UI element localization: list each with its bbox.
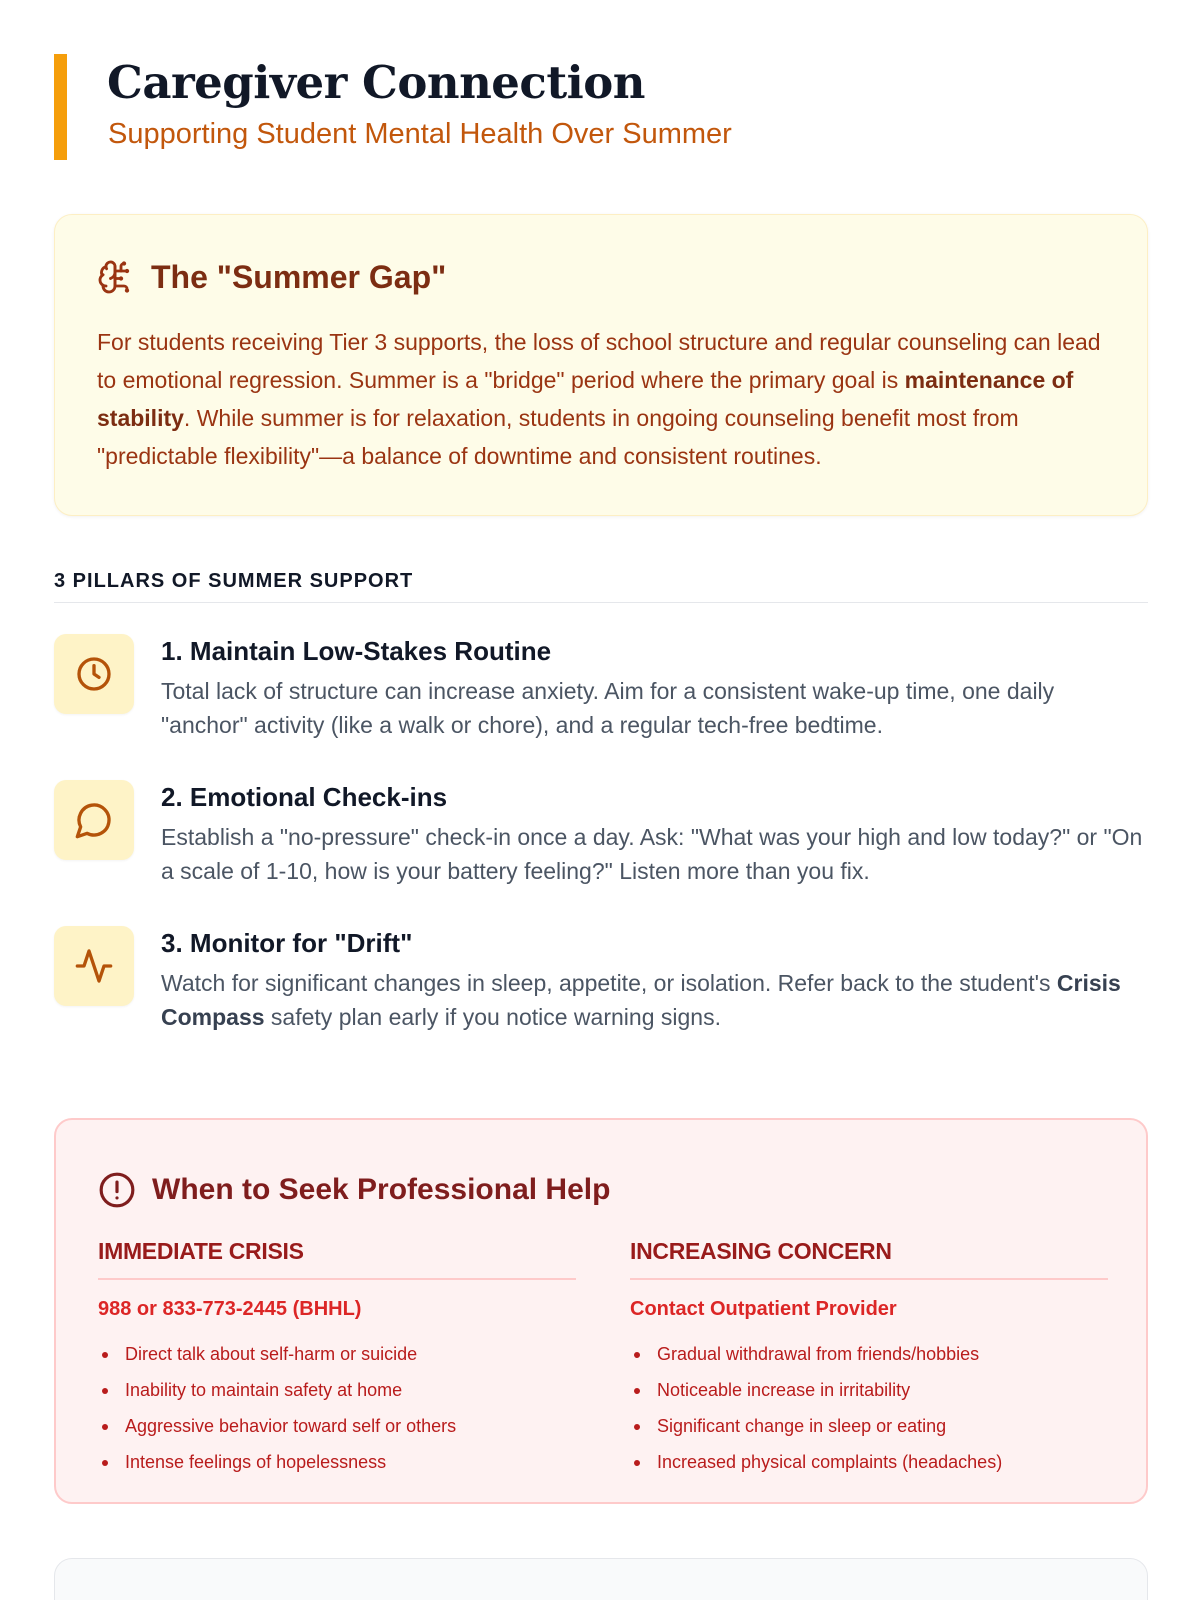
list-item: Aggressive behavior toward self or others	[98, 1408, 576, 1444]
pulse-icon	[54, 926, 134, 1006]
crisis-compass-link-text: Crisis Compass	[161, 970, 1121, 1030]
pillars-heading: 3 PILLARS OF SUMMER SUPPORT	[54, 570, 414, 592]
pillar-title: 2. Emotional Check-ins	[161, 782, 448, 812]
pillar-description: Establish a "no-pressure" check-in once a day. Ask: "What was your high and low today?" or "On a scale of 1-10, how is your battery feeling?" Listen more than you fix.	[161, 824, 1143, 884]
pillar-description: Watch for significant changes in sleep, appetite, or isolation. Refer back to the student's Crisis Compass safety plan early if you notice warning signs.	[161, 970, 1121, 1030]
concern-signs-list	[630, 1336, 1108, 1480]
page-subtitle: Supporting Student Mental Health Over Summer	[108, 118, 732, 150]
pillar-check-ins	[54, 780, 1148, 890]
list-item: Inability to maintain safety at home	[98, 1372, 576, 1408]
crisis-signs-list	[98, 1336, 576, 1480]
help-title: When to Seek Professional Help	[152, 1173, 611, 1206]
summer-gap-card	[54, 214, 1148, 516]
chat-bubble-icon	[54, 780, 134, 860]
summer-gap-text: For students receiving Tier 3 supports, the loss of school structure and regular counseling can lead to emotional regression. Summer is a "bridge" period where the primary goal is maintenance of stability. While summer is for relaxation, students in ongoing counseling benefit most from "predictable flexibility"—a balance of downtime and consistent routines.	[97, 329, 1101, 469]
help-header	[98, 1168, 610, 1212]
professional-help-card	[54, 1118, 1148, 1504]
increasing-concern-column	[630, 1238, 1108, 1480]
list-item: Gradual withdrawal from friends/hobbies	[630, 1336, 1108, 1372]
pillar-drift	[54, 926, 1148, 1036]
column-divider	[630, 1278, 1108, 1280]
list-item: Significant change in sleep or eating	[630, 1408, 1108, 1444]
pillar-routine	[54, 634, 1148, 744]
pillar-title: 3. Monitor for "Drift"	[161, 928, 413, 958]
column-heading: IMMEDIATE CRISIS	[98, 1238, 304, 1264]
outpatient-contact: Contact Outpatient Provider	[630, 1298, 897, 1320]
pillar-description: Total lack of structure can increase anxiety. Aim for a consistent wake-up time, one daily "anchor" activity (like a walk or chore), and a regular tech-free bedtime.	[161, 678, 1055, 738]
summer-gap-header	[97, 255, 446, 299]
page-title: Caregiver Connection	[107, 56, 645, 109]
next-section-card	[54, 1558, 1148, 1600]
pillars-divider	[54, 602, 1148, 603]
immediate-crisis-column	[98, 1238, 576, 1480]
accent-bar	[54, 54, 67, 160]
alert-circle-icon	[98, 1171, 136, 1209]
summer-gap-title: The "Summer Gap"	[151, 258, 447, 295]
pillar-title: 1. Maintain Low-Stakes Routine	[161, 636, 552, 666]
page-header	[54, 54, 1154, 160]
column-divider	[98, 1278, 576, 1280]
summer-gap-emphasis: maintenance of stability	[97, 367, 1074, 431]
list-item: Increased physical complaints (headaches)	[630, 1444, 1108, 1480]
list-item: Direct talk about self-harm or suicide	[98, 1336, 576, 1372]
column-heading: INCREASING CONCERN	[630, 1238, 892, 1264]
list-item: Noticeable increase in irritability	[630, 1372, 1108, 1408]
list-item: Intense feelings of hopelessness	[98, 1444, 576, 1480]
clock-icon	[54, 634, 134, 714]
crisis-hotline: 988 or 833-773-2445 (BHHL)	[98, 1298, 362, 1320]
brain-icon	[97, 259, 133, 295]
